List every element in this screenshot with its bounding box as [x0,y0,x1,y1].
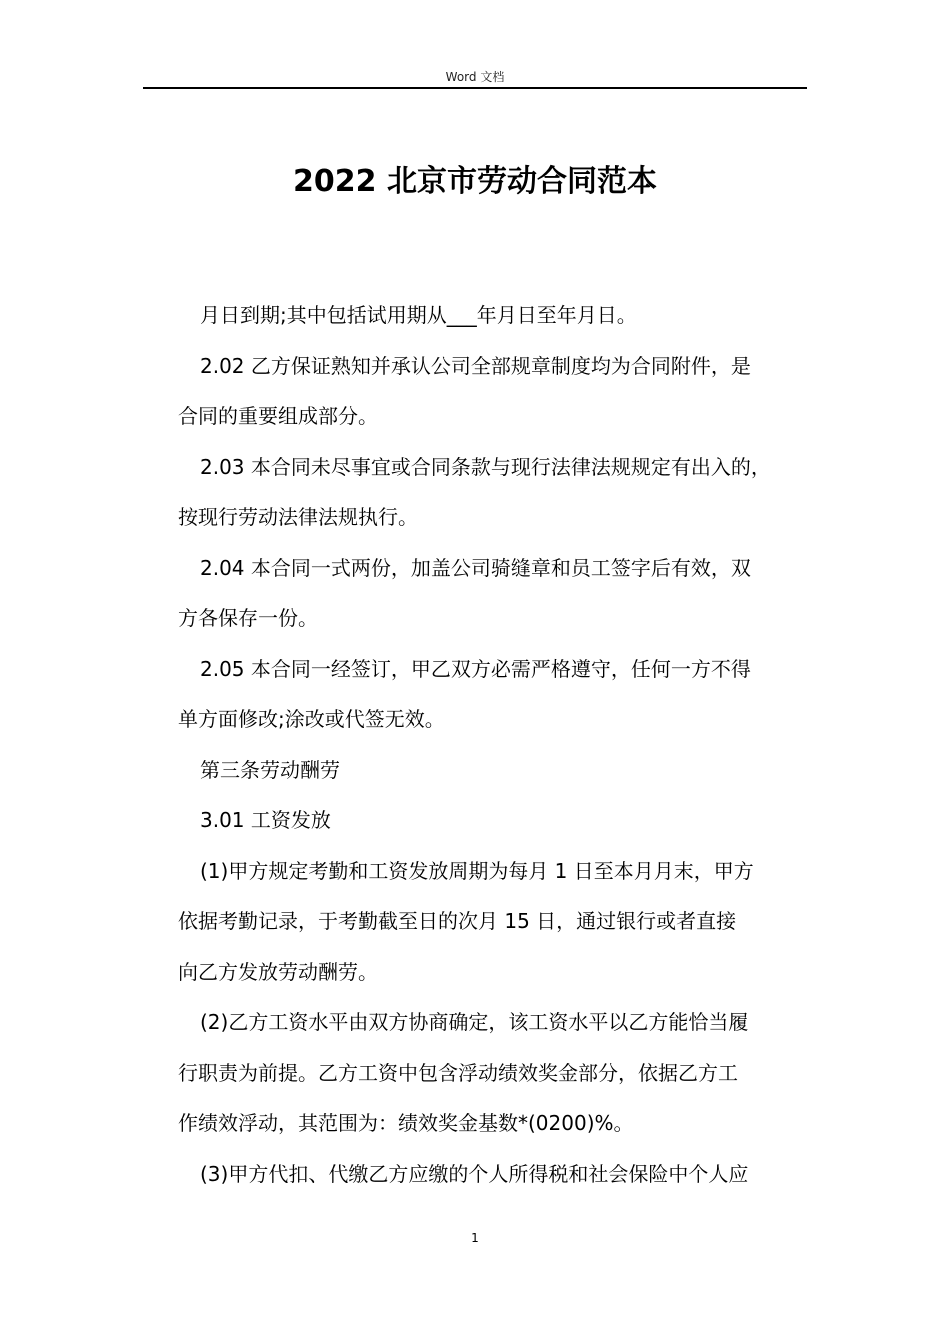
body-line: 依据考勤记录，于考勤截至日的次月 15 日，通过银行或者直接 [178,909,737,933]
header-divider [143,87,807,89]
document-title: 2022 北京市劳动合同范本 [293,164,657,199]
body-line: 2.03 本合同未尽事宜或合同条款与现行法律法规规定有出入的， [200,454,771,479]
body-line: 月日到期;其中包括试用期从___年月日至年月日。 [200,303,637,327]
body-line: (2)乙方工资水平由双方协商确定，该工资水平以乙方能恰当履 [200,1010,749,1034]
body-line: 2.04 本合同一式两份，加盖公司骑缝章和员工签字后有效，双 [200,555,751,580]
body-line: (3)甲方代扣、代缴乙方应缴的个人所得税和社会保险中个人应 [200,1161,749,1186]
section-heading: 第三条劳动酬劳 [200,757,340,782]
body-line: 2.05 本合同一经签订，甲乙双方必需严格遵守，任何一方不得 [200,656,751,681]
body-line: 向乙方发放劳动酬劳。 [178,959,378,984]
body-line: 按现行劳动法律法规执行。 [178,505,418,529]
body-line: 方各保存一份。 [178,606,318,630]
body-line: 合同的重要组成部分。 [178,404,378,428]
body-line: 2.02 乙方保证熟知并承认公司全部规章制度均为合同附件，是 [200,353,751,378]
body-line: (1)甲方规定考勤和工资发放周期为每月 1 日至本月月末，甲方 [200,858,754,883]
body-line: 行职责为前提。乙方工资中包含浮动绩效奖金部分，依据乙方工 [178,1060,738,1085]
document-body [178,290,808,1199]
page-number: 1 [471,1231,479,1245]
body-line: 单方面修改;涂改或代签无效。 [178,707,445,731]
header-label: Word 文档 [445,70,505,84]
body-line: 作绩效浮动，其范围为：绩效奖金基数*(0200)%。 [178,1111,634,1135]
subsection-heading: 3.01 工资发放 [200,808,331,832]
